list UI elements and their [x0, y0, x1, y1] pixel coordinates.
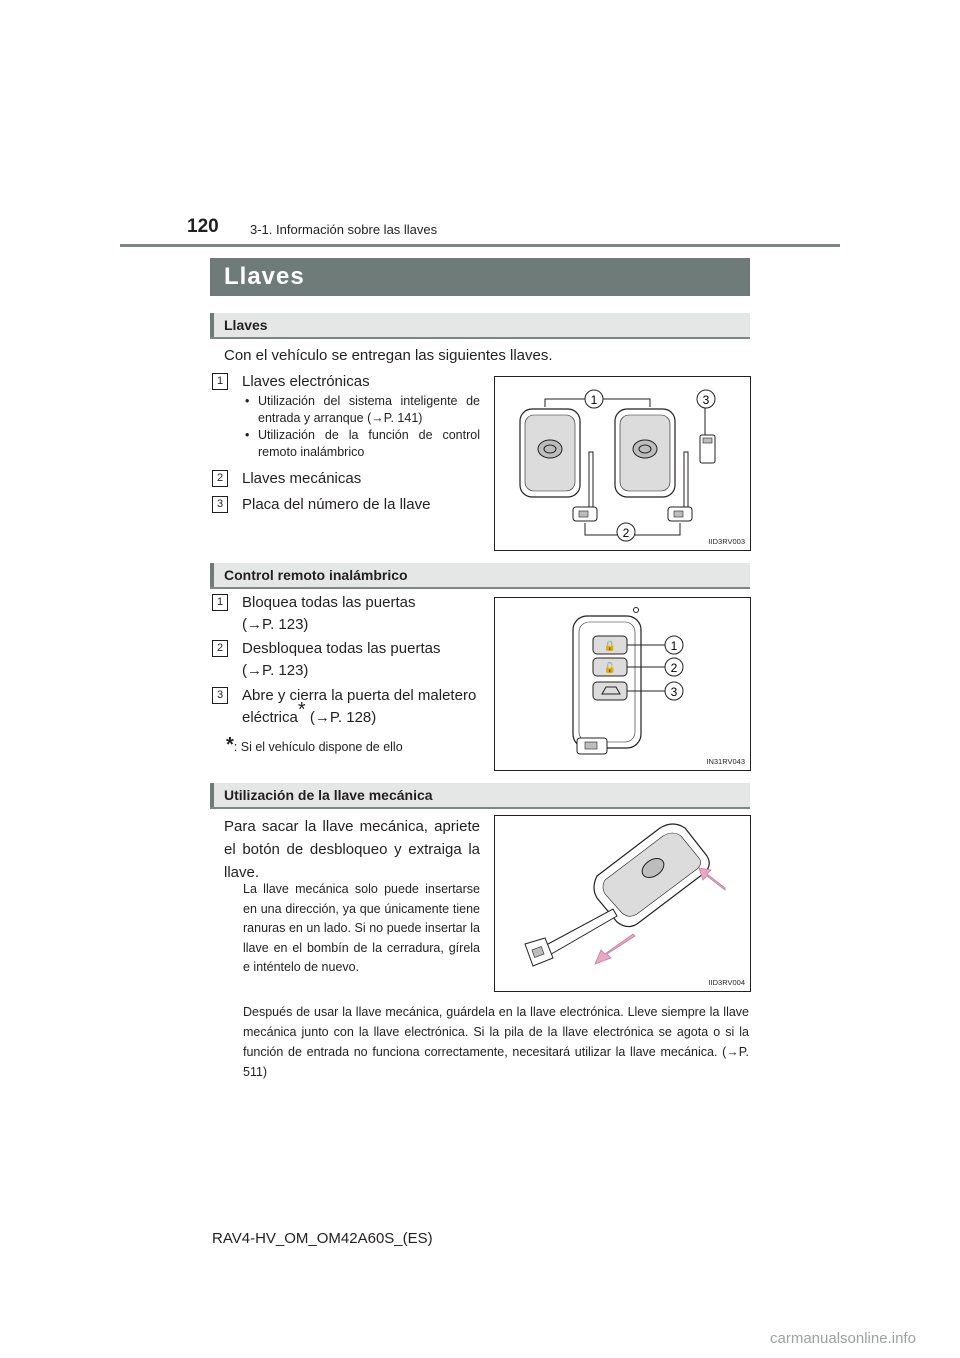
figure-mechanical-key — [494, 815, 751, 992]
svg-text:🔒: 🔒 — [603, 641, 617, 652]
section-heading-remote — [210, 563, 750, 589]
svg-text:1: 1 — [590, 393, 598, 407]
remote-illustration — [495, 598, 750, 770]
item-electronic-keys: Llaves electrónicas — [242, 373, 370, 390]
figure-code: IID3RV004 — [708, 978, 745, 987]
watermark: carmanualsonline.info — [770, 1330, 916, 1347]
section-accent — [210, 313, 214, 337]
svg-text:2: 2 — [622, 526, 630, 540]
remote-item-lock: Bloquea todas las puertas (→P. 123) — [242, 594, 416, 633]
svg-text:3: 3 — [702, 393, 710, 407]
section-heading-text: Utilización de la llave mecánica — [224, 787, 433, 803]
chapter-title: 3-1. Información sobre las llaves — [250, 222, 438, 237]
intro-text: Con el vehículo se entregan las siguientes llaves. — [224, 347, 553, 364]
mechanical-storage-note: Después de usar la llave mecánica, guárdela en la llave electrónica. Lleve siempre la llave mecánica junto con la llave electrónica. Si la pila de la llave electrónica se agota o si la función de entrada no funciona correctamente, necesitará utilizar la llave mecánica. (→P. 511) — [243, 1005, 749, 1079]
header-rule — [120, 244, 840, 247]
item-key-number-plate: Placa del número de la llave — [242, 496, 431, 513]
page-title-bar — [210, 258, 750, 296]
remote-item-number-2: 2 — [212, 640, 228, 657]
item-number-3: 3 — [212, 496, 228, 513]
section-heading-llaves — [210, 313, 750, 339]
remote-item-power-door: Abre y cierra la puerta del maletero eléctrica* (→P. 128) — [242, 687, 477, 726]
item-number-1: 1 — [212, 373, 228, 390]
svg-text:3: 3 — [670, 685, 678, 699]
document-code: RAV4-HV_OM_OM42A60S_(ES) — [212, 1230, 433, 1247]
remote-item-number-1: 1 — [212, 594, 228, 611]
page-title: Llaves — [224, 263, 305, 290]
section-heading-mechanical — [210, 783, 750, 809]
section-heading-text: Control remoto inalámbrico — [224, 567, 408, 583]
page-number: 120 — [187, 216, 219, 237]
item-number-2: 2 — [212, 470, 228, 487]
section-heading-text: Llaves — [224, 317, 268, 333]
figure-code: IID3RV003 — [708, 537, 745, 546]
section-accent — [210, 563, 214, 587]
figure-code: IN31RV043 — [706, 757, 745, 766]
mechanical-instruction: Para sacar la llave mecánica, apriete el botón de desbloqueo y extraiga la llave. — [224, 818, 480, 881]
svg-text:1: 1 — [670, 639, 678, 653]
mechanical-key-illustration — [495, 816, 750, 991]
svg-text:2: 2 — [670, 661, 678, 675]
section-accent — [210, 783, 214, 807]
remote-item-number-3: 3 — [212, 687, 228, 704]
mechanical-note: La llave mecánica solo puede insertarse en una dirección, ya que únicamente tiene ranuras en un lado. Si no puede insertar la llave en el bombín de la cerradura, gírela e inténtelo de nuevo. — [243, 882, 480, 974]
bullet-list — [245, 393, 480, 461]
keys-illustration — [495, 377, 750, 550]
footnote: *: Si el vehículo dispone de ello — [226, 734, 403, 756]
figure-remote — [494, 597, 751, 771]
bullet-item: • Utilización del sistema inteligente de entrada y arranque (→P. 141) — [245, 394, 480, 425]
svg-text:🔓: 🔓 — [603, 663, 617, 674]
bullet-item: • Utilización de la función de control remoto inalámbrico — [245, 428, 480, 459]
remote-item-unlock: Desbloquea todas las puertas (→P. 123) — [242, 640, 441, 679]
figure-keys — [494, 376, 751, 551]
item-mechanical-keys: Llaves mecánicas — [242, 470, 362, 487]
